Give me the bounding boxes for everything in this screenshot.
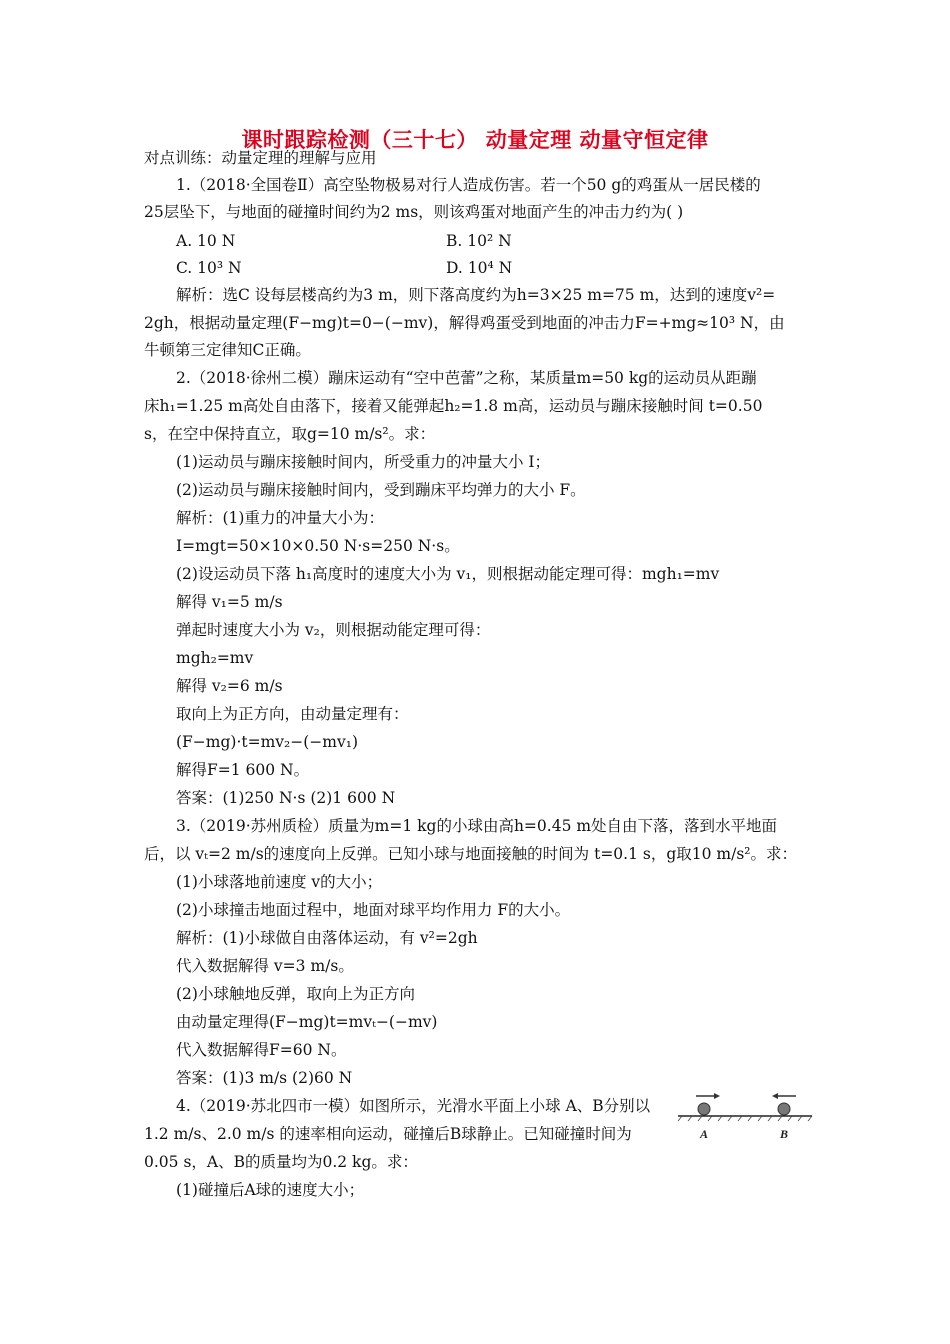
q1-stem-line-1: 1.（2018·全国卷Ⅱ）高空坠物极易对行人造成伤害。若一个50 g的鸡蛋从一居民楼的: [176, 176, 761, 194]
q2-part-2: (2)运动员与蹦床接触时间内，受到蹦床平均弹力的大小 F。: [176, 481, 586, 499]
label-b: B: [780, 1127, 789, 1141]
q3-solution-4: 由动量定理得(F−mg)t=mvₜ−(−mv): [176, 1013, 438, 1031]
q1-solution-line-3: 牛顿第三定律知C正确。: [144, 341, 311, 359]
q3-answer: 答案：(1)3 m/s (2)60 N: [176, 1069, 353, 1087]
q2-solution-3: (2)设运动员下落 h₁高度时的速度大小为 v₁，则根据动能定理可得：mgh₁=mv: [176, 565, 720, 583]
q4-stem-line-1: 4.（2019·苏北四市一模）如图所示，光滑水平面上小球 A、B分别以: [176, 1097, 651, 1115]
q2-answer: 答案：(1)250 N·s (2)1 600 N: [176, 789, 396, 807]
q1-option-c: C. 10³ N: [176, 259, 242, 277]
q1-solution-line-1: 解析：选C 设每层楼高约为3 m，则下落高度约为h=3×25 m=75 m，达到的速度v²=: [176, 286, 776, 304]
q1-option-a: A. 10 N: [176, 232, 236, 250]
q2-part-1: (1)运动员与蹦床接触时间内，所受重力的冲量大小 I；: [176, 453, 551, 471]
q3-solution-5: 代入数据解得F=60 N。: [176, 1041, 347, 1059]
q2-stem-line-2: 床h₁=1.25 m高处自由落下，接着又能弹起h₂=1.8 m高，运动员与蹦床接触时间 t=0.50: [144, 397, 763, 415]
q4-part-1: (1)碰撞后A球的速度大小；: [176, 1181, 365, 1199]
ball-a: [698, 1103, 710, 1115]
q2-solution-5: 弹起时速度大小为 v₂，则根据动能定理可得：: [176, 621, 491, 639]
collision-diagram: [676, 1089, 814, 1145]
collision-figure: [676, 1089, 814, 1145]
q2-solution-10: 解得F=1 600 N。: [176, 761, 310, 779]
q1-option-d: D. 10⁴ N: [446, 259, 513, 277]
q1-stem-line-2: 25层坠下，与地面的碰撞时间约为2 ms，则该鸡蛋对地面产生的冲击力约为( ): [144, 203, 684, 221]
q2-solution-2: I=mgt=50×10×0.50 N·s=250 N·s。: [176, 537, 460, 555]
q3-stem-line-2: 后，以 vₜ=2 m/s的速度向上反弹。已知小球与地面接触的时间为 t=0.1 s，g取10 m/s²。求：: [144, 845, 797, 863]
q2-solution-4: 解得 v₁=5 m/s: [176, 593, 283, 611]
q1-option-b: B. 10² N: [446, 232, 512, 250]
ball-b: [778, 1103, 790, 1115]
section-heading: 对点训练：动量定理的理解与应用: [144, 149, 377, 167]
q2-stem-line-3: s，在空中保持直立，取g=10 m/s²。求：: [144, 425, 436, 443]
q3-solution-3: (2)小球触地反弹，取向上为正方向: [176, 985, 415, 1003]
label-a: A: [700, 1127, 709, 1141]
q2-solution-6: mgh₂=mv: [176, 649, 254, 667]
q4-stem-line-3: 0.05 s，A、B的质量均为0.2 kg。求：: [144, 1153, 418, 1171]
q2-solution-8: 取向上为正方向，由动量定理有：: [176, 705, 409, 723]
q2-solution-9: (F−mg)·t=mv₂−(−mv₁): [176, 733, 359, 751]
q2-stem-line-1: 2.（2018·徐州二模）蹦床运动有“空中芭蕾”之称，某质量m=50 kg的运动员从距蹦: [176, 369, 757, 387]
q2-solution-1: 解析：(1)重力的冲量大小为：: [176, 509, 384, 527]
q3-part-2: (2)小球撞击地面过程中，地面对球平均作用力 F的大小。: [176, 901, 571, 919]
q3-solution-2: 代入数据解得 v=3 m/s。: [176, 957, 354, 975]
ground-hatching: [678, 1116, 812, 1121]
q2-solution-7: 解得 v₂=6 m/s: [176, 677, 283, 695]
q3-stem-line-1: 3.（2019·苏州质检）质量为m=1 kg的小球由高h=0.45 m处自由下落，落到水平地面: [176, 817, 778, 835]
page-title: 课时跟踪检测（三十七） 动量定理 动量守恒定律: [241, 128, 709, 152]
arrow-left-icon: [772, 1093, 796, 1099]
arrow-right-icon: [696, 1093, 720, 1099]
q4-stem-line-2: 1.2 m/s、2.0 m/s 的速率相向运动，碰撞后B球静止。已知碰撞时间为: [144, 1125, 632, 1143]
q3-part-1: (1)小球落地前速度 v的大小；: [176, 873, 383, 891]
q1-solution-line-2: 2gh，根据动量定理(F−mg)t=0−(−mv)，解得鸡蛋受到地面的冲击力F=+mg≈10³ N，由: [144, 314, 785, 332]
q3-solution-1: 解析：(1)小球做自由落体运动，有 v²=2gh: [176, 929, 478, 947]
